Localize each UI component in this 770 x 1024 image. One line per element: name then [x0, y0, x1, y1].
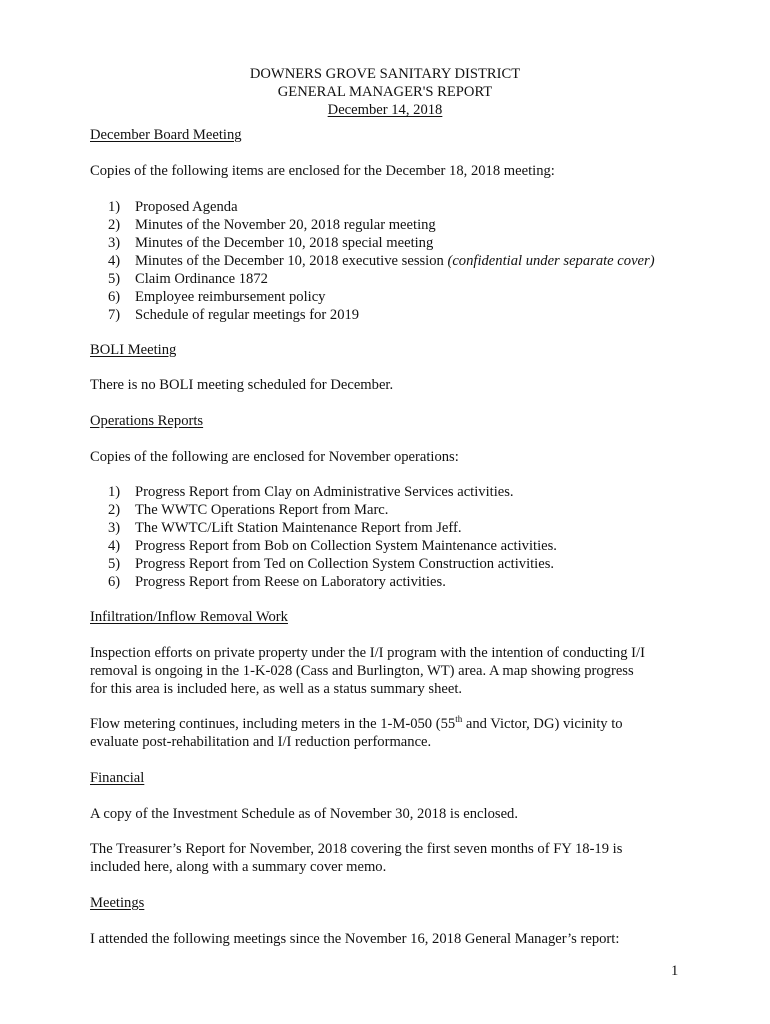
item-text: The WWTC/Lift Station Maintenance Report from Jeff. — [135, 520, 462, 536]
item-number: 3) — [108, 235, 121, 251]
para2-text-b: and Victor, DG) vicinity to — [462, 716, 623, 732]
page-number: 1 — [671, 963, 679, 979]
item-number: 6) — [108, 574, 121, 590]
item-text: Minutes of the December 10, 2018 executive session — [135, 253, 448, 269]
org-title: DOWNERS GROVE SANITARY DISTRICT — [249, 66, 521, 82]
board-intro: Copies of the following items are enclosed for the December 18, 2018 meeting: — [90, 163, 555, 179]
item-number: 3) — [108, 520, 121, 536]
financial-para2-line2: included here, along with a summary cover memo. — [90, 859, 387, 875]
item-text: The WWTC Operations Report from Marc. — [135, 502, 389, 518]
report-date: December 14, 2018 — [327, 102, 443, 118]
infiltration-para1-line3: for this area is included here, as well as a status summary sheet. — [90, 681, 463, 697]
section-boli-heading — [90, 341, 690, 359]
item-number: 7) — [108, 307, 121, 323]
item-text: Progress Report from Ted on Collection System Construction activities. — [135, 556, 555, 572]
item-text: Progress Report from Reese on Laboratory activities. — [135, 574, 446, 590]
item-text: Employee reimbursement policy — [135, 289, 326, 305]
board-heading-text: December Board Meeting — [90, 127, 242, 143]
meetings-heading-text: Meetings — [90, 895, 145, 911]
item-text: Minutes of the December 10, 2018 special meeting — [135, 235, 434, 251]
item-number: 1) — [108, 484, 121, 500]
section-meetings-heading — [90, 894, 690, 912]
item-text: Proposed Agenda — [135, 199, 238, 215]
operations-heading-text: Operations Reports — [90, 413, 204, 429]
section-operations-heading — [90, 412, 690, 430]
item-text: Schedule of regular meetings for 2019 — [135, 307, 360, 323]
item-note: (confidential under separate cover) — [447, 253, 655, 269]
list-item — [108, 234, 655, 252]
boli-text: There is no BOLI meeting scheduled for December. — [90, 377, 394, 393]
list-item — [108, 198, 655, 216]
meetings-text: I attended the following meetings since the November 16, 2018 General Manager’s report: — [90, 931, 620, 947]
section-infiltration-heading — [90, 608, 690, 626]
list-item — [108, 519, 557, 537]
item-number: 5) — [108, 556, 121, 572]
list-item — [108, 288, 655, 306]
superscript: th — [455, 714, 463, 724]
item-number: 4) — [108, 253, 121, 269]
operations-items-list — [108, 483, 557, 591]
list-item — [108, 252, 655, 270]
item-text: Claim Ordinance 1872 — [135, 271, 268, 287]
item-number: 4) — [108, 538, 121, 554]
item-number: 2) — [108, 502, 121, 518]
section-board-heading — [90, 126, 690, 144]
item-number: 1) — [108, 199, 121, 215]
financial-heading-text: Financial — [90, 770, 145, 786]
list-item — [108, 501, 557, 519]
list-item — [108, 216, 655, 234]
financial-para2-line1: The Treasurer’s Report for November, 2018 covering the first seven months of FY 18-19 is — [90, 841, 623, 857]
report-date-wrap — [0, 101, 770, 119]
operations-intro: Copies of the following are enclosed for November operations: — [90, 449, 459, 465]
list-item — [108, 537, 557, 555]
infiltration-para2-line1 — [90, 715, 690, 733]
infiltration-para2-line2: evaluate post-rehabilitation and I/I reduction performance. — [90, 734, 432, 750]
item-text: Progress Report from Clay on Administrative Services activities. — [135, 484, 514, 500]
financial-para1: A copy of the Investment Schedule as of November 30, 2018 is enclosed. — [90, 806, 518, 822]
para2-text-a: Flow metering continues, including meters in the 1-M-050 (55 — [90, 716, 456, 732]
list-item — [108, 483, 557, 501]
board-items-list — [108, 198, 655, 324]
item-text: Progress Report from Bob on Collection System Maintenance activities. — [135, 538, 557, 554]
item-text: Minutes of the November 20, 2018 regular meeting — [135, 217, 436, 233]
boli-heading-text: BOLI Meeting — [90, 342, 177, 358]
report-title: GENERAL MANAGER'S REPORT — [277, 84, 493, 100]
list-item — [108, 555, 557, 573]
list-item — [108, 306, 655, 324]
infiltration-para1-line1: Inspection efforts on private property under the I/I program with the intention of conducting I/I — [90, 645, 645, 661]
section-financial-heading — [90, 769, 690, 787]
item-number: 5) — [108, 271, 121, 287]
list-item — [108, 270, 655, 288]
item-number: 2) — [108, 217, 121, 233]
item-number: 6) — [108, 289, 121, 305]
list-item — [108, 573, 557, 591]
infiltration-para1-line2: removal is ongoing in the 1-K-028 (Cass and Burlington, WT) area. A map showing progress — [90, 663, 634, 679]
infiltration-heading-text: Infiltration/Inflow Removal Work — [90, 609, 288, 625]
